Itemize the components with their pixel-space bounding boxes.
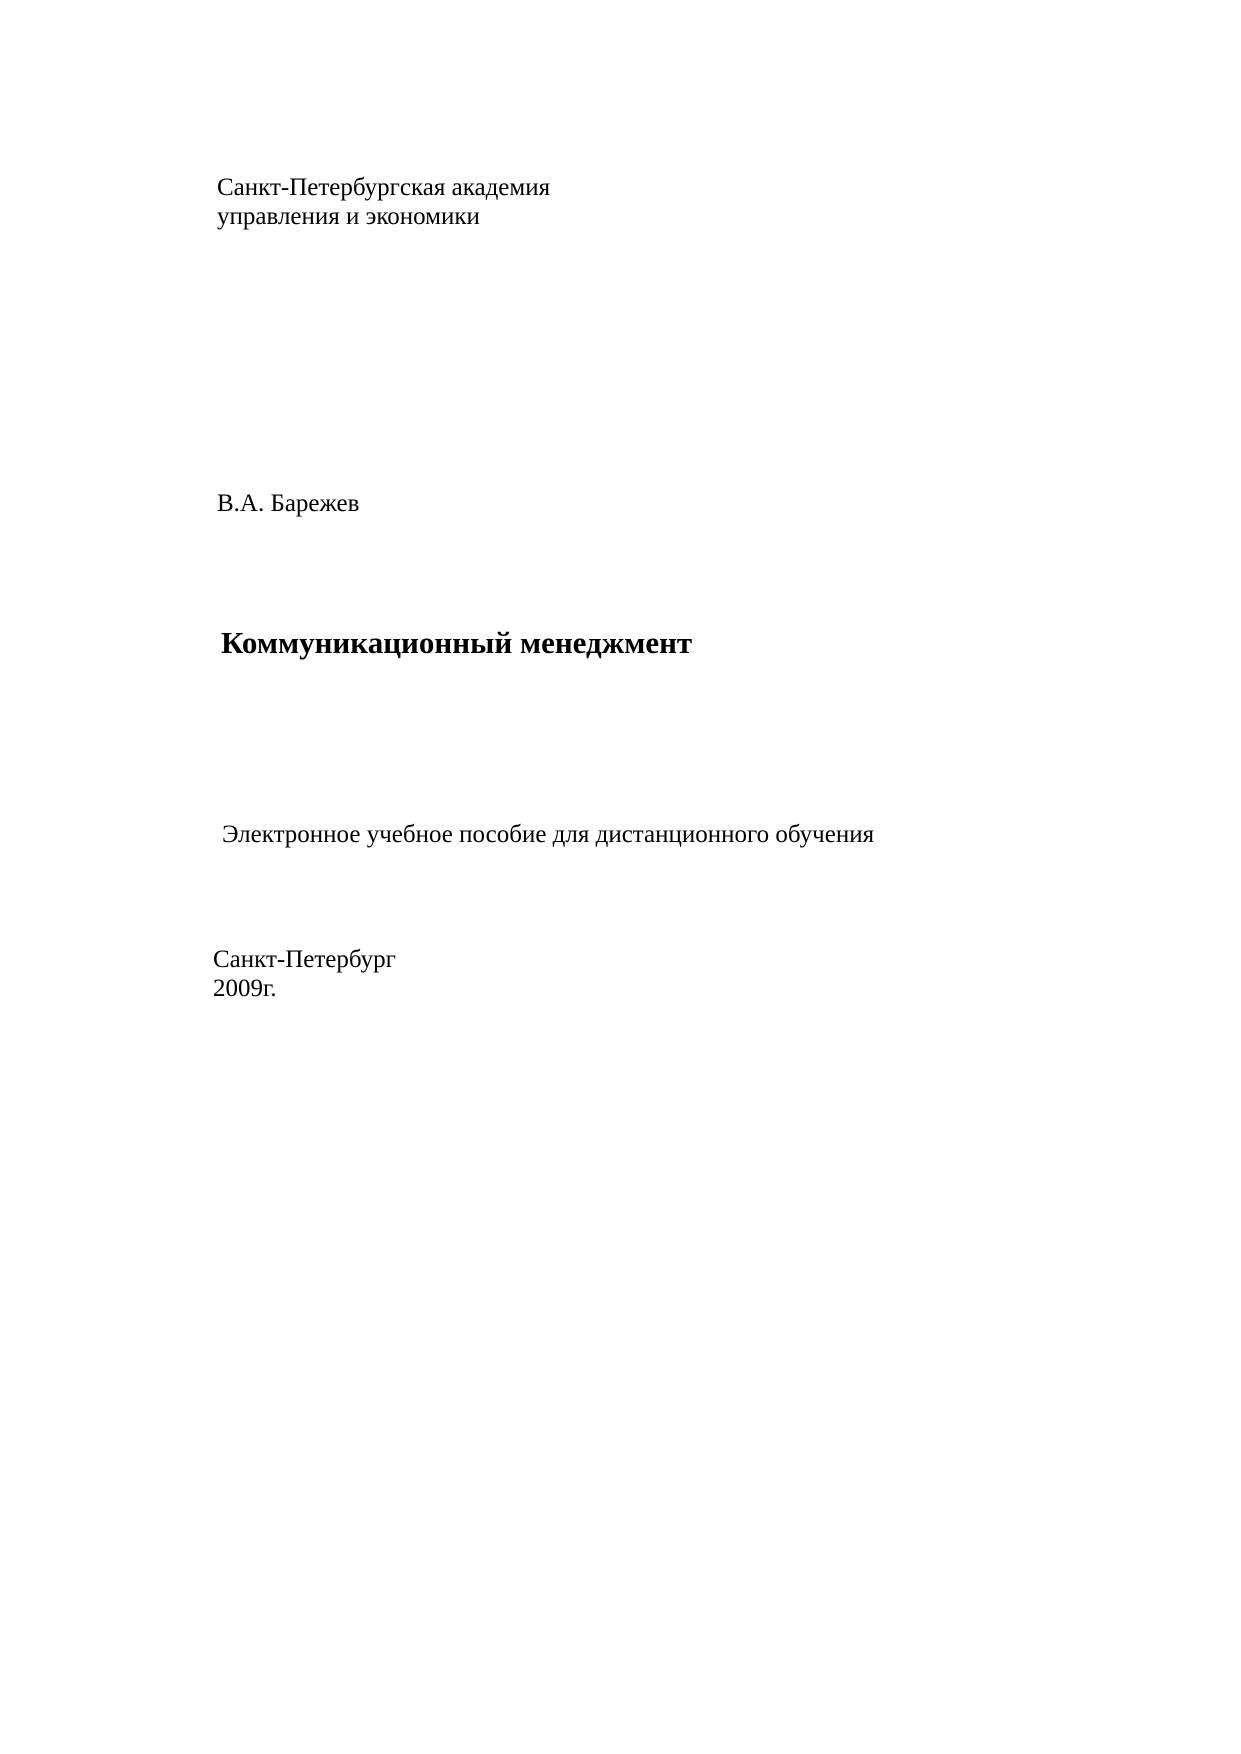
- institution-line-2: управления и экономики: [217, 203, 480, 230]
- document-subtitle: Электронное учебное пособие для дистанционного обучения: [222, 821, 875, 848]
- author-name: В.А. Барежев: [217, 490, 360, 517]
- document-title: Коммуникационный менеджмент: [221, 625, 693, 660]
- imprint: [213, 945, 396, 1003]
- institution-line-1: Санкт-Петербургская академия: [217, 174, 551, 201]
- institution-name: [217, 173, 550, 231]
- imprint-year: 2009г.: [213, 975, 277, 1002]
- imprint-city: Санкт-Петербург: [213, 946, 396, 973]
